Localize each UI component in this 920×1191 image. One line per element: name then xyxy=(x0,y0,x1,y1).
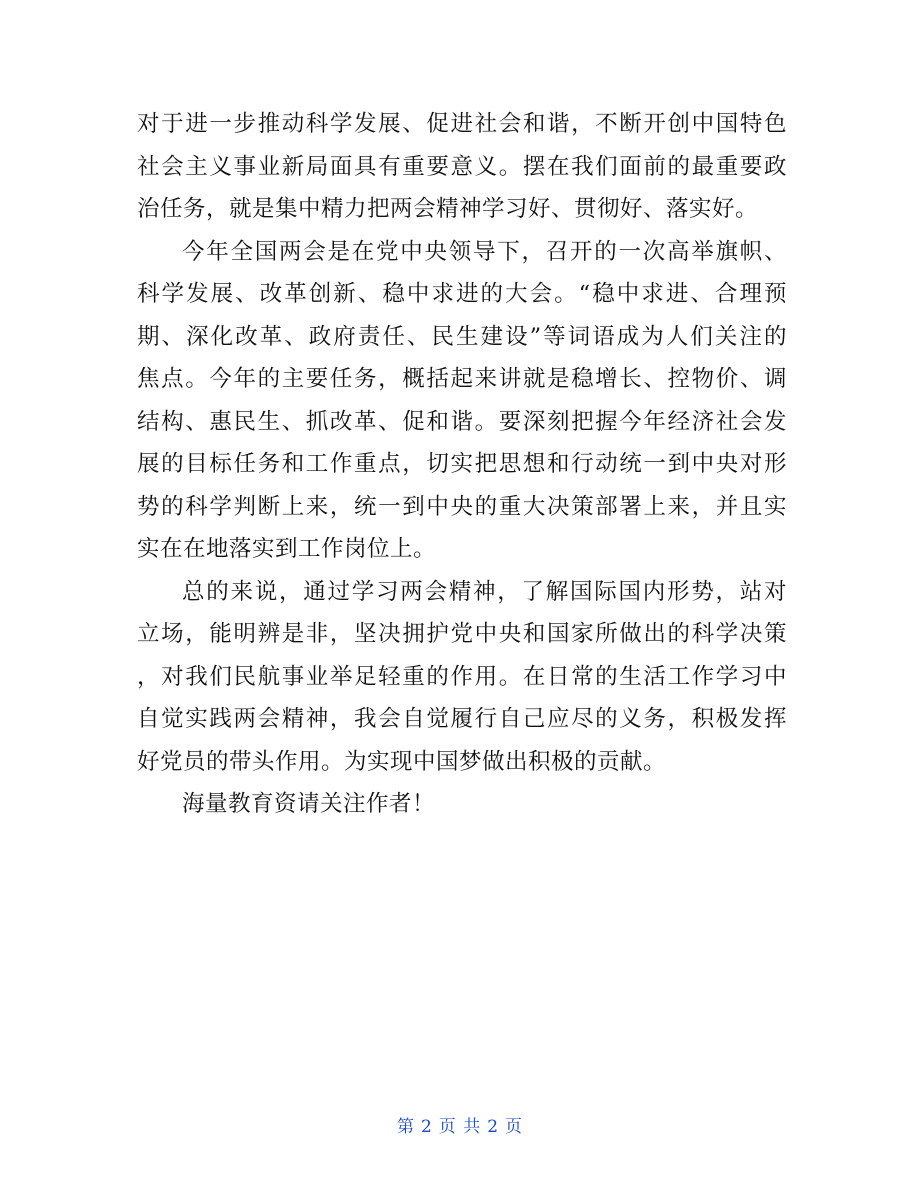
footer-total-pages: 2 xyxy=(487,1117,500,1137)
text-line: 势的科学判断上来，统一到中央的重大决策部署上来，并且实 xyxy=(137,493,787,520)
footer-middle: 页 共 xyxy=(438,1117,482,1137)
text-line: 立场，能明辨是非，坚决拥护党中央和国家所做出的科学决策 xyxy=(137,621,787,647)
document-body xyxy=(137,103,787,826)
text-line: 今年全国两会是在党中央领导下，召开的一次高举旗帜、 xyxy=(182,238,787,265)
footer-page-number: 2 xyxy=(420,1117,433,1137)
text-line: 治任务，就是集中精力把两会精神学习好、贯彻好、落实好。 xyxy=(137,196,759,222)
text-line: 焦点。今年的主要任务，概括起来讲就是稳增长、控物价、调 xyxy=(137,366,787,392)
text-line: 结构、惠民生、抓改革、促和谐。要深刻把握今年经济社会发 xyxy=(137,408,787,435)
text-line: 对于进一步推动科学发展、促进社会和谐，不断开创中国特色 xyxy=(137,111,787,137)
text-line: 总的来说，通过学习两会精神，了解国际国内形势，站对 xyxy=(182,578,787,605)
text-line: 期、深化改革、政府责任、民生建设”等词语成为人们关注的 xyxy=(137,323,787,350)
text-line: 科学发展、改革创新、稳中求进的大会。“稳中求进、合理预 xyxy=(137,281,787,307)
text-line: 展的目标任务和工作重点，切实把思想和行动统一到中央对形 xyxy=(137,451,787,477)
page-footer xyxy=(0,1112,920,1137)
text-line: 实在在地落实到工作岗位上。 xyxy=(137,536,437,562)
footer-suffix: 页 xyxy=(505,1117,524,1137)
text-line: 海量教育资请关注作者！ xyxy=(182,791,436,817)
footer-prefix: 第 xyxy=(396,1117,415,1137)
text-line: ，对我们民航事业举足轻重的作用。在日常的生活工作学习中 xyxy=(137,663,787,690)
text-line: 社会主义事业新局面具有重要意义。摆在我们面前的最重要政 xyxy=(137,153,787,180)
text-line: 好党员的带头作用。为实现中国梦做出积极的贡献。 xyxy=(137,748,667,775)
text-line: 自觉实践两会精神，我会自觉履行自己应尽的义务，积极发挥 xyxy=(137,706,787,732)
